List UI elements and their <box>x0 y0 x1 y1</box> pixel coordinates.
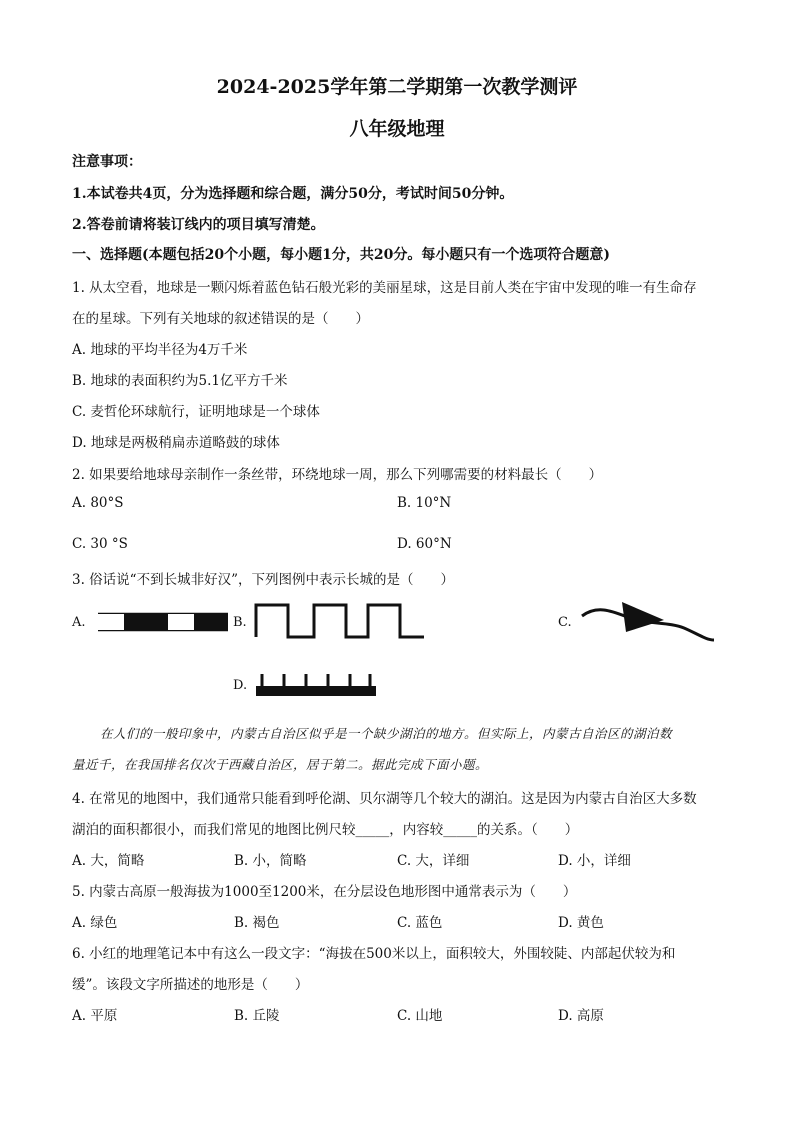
q2-stem: 2. 如果要给地球母亲制作一条丝带，环绕地球一周，那么下列哪需要的材料最长（ ） <box>72 467 603 483</box>
q4-stem-line2: 湖泊的面积都很小，而我们常见的地图比例尺较_____，内容较_____的关系。（ ） <box>72 822 579 838</box>
notes-item-2: 2.答卷前请将装订线内的项目填写清楚。 <box>72 217 325 233</box>
q5-option-d: D. 黄色 <box>558 915 604 931</box>
q3-label-b: B. <box>233 615 247 630</box>
q3-stem: 3. 俗话说“不到长城非好汉”，下列图例中表示长城的是（ ） <box>72 572 454 588</box>
q1-option-a: A. 地球的平均半径为4万千米 <box>72 342 248 358</box>
page-title: 2024-2025学年第二学期第一次教学测评 <box>216 76 578 98</box>
q5-option-a: A. 绿色 <box>72 915 118 931</box>
passage-line2: 量近千，在我国排名仅次于西藏自治区，居于第二。据此完成下面小题。 <box>72 757 489 772</box>
q2-option-d: D. 60°N <box>397 536 452 552</box>
q1-option-d: D. 地球是两极稍扁赤道略鼓的球体 <box>72 435 280 451</box>
q2-option-b: B. 10°N <box>397 495 452 511</box>
notes-heading: 注意事项： <box>72 154 142 170</box>
q6-option-b: B. 丘陵 <box>234 1008 280 1024</box>
q1-option-c: C. 麦哲伦环球航行，证明地球是一个球体 <box>72 404 320 420</box>
river-arrow-icon <box>580 600 716 646</box>
q4-option-d: D. 小，详细 <box>558 853 631 869</box>
q6-option-c: C. 山地 <box>397 1008 443 1024</box>
railway-icon <box>96 609 230 635</box>
q4-option-b: B. 小，简略 <box>234 853 307 869</box>
q6-option-a: A. 平原 <box>72 1008 118 1024</box>
q5-option-c: C. 蓝色 <box>397 915 443 931</box>
q6-stem-line1: 6. 小红的地理笔记本中有这么一段文字：“海拔在500米以上，面积较大，外围较陡、内部起伏较为和 <box>72 946 676 962</box>
q3-label-c: C. <box>558 615 572 630</box>
notes-item-1: 1.本试卷共4页，分为选择题和综合题，满分50分，考试时间50分钟。 <box>72 186 514 202</box>
section-heading: 一、选择题(本题包括20个小题，每小题1分，共20分。每小题只有一个选项符合题意) <box>72 247 610 263</box>
q1-stem-line1: 1. 从太空看，地球是一颗闪烁着蓝色钻石般光彩的美丽星球，这是目前人类在宇宙中发现的唯一有生命存 <box>72 280 697 296</box>
q4-option-c: C. 大，详细 <box>397 853 470 869</box>
q5-stem: 5. 内蒙古高原一般海拔为1000至1200米，在分层设色地形图中通常表示为（ ） <box>72 884 577 900</box>
q4-option-a: A. 大，简略 <box>72 853 145 869</box>
q6-option-d: D. 高原 <box>558 1008 604 1024</box>
q3-label-a: A. <box>72 615 86 630</box>
q4-stem-line1: 4. 在常见的地图中，我们通常只能看到呼伦湖、贝尔湖等几个较大的湖泊。这是因为内蒙古自治区大多数 <box>72 791 697 807</box>
q2-option-c: C. 30 °S <box>72 536 128 552</box>
q1-stem-line2: 在的星球。下列有关地球的叙述错误的是（ ） <box>72 311 369 327</box>
boundary-tick-icon <box>254 672 378 700</box>
q1-option-b: B. 地球的表面积约为5.1亿平方千米 <box>72 373 288 389</box>
q3-label-d: D. <box>233 678 248 693</box>
page-subtitle: 八年级地理 <box>349 118 445 140</box>
q6-stem-line2: 缓”。该段文字所描述的地形是（ ） <box>72 977 309 993</box>
q2-option-a: A. 80°S <box>72 495 124 511</box>
passage-line1: 在人们的一般印象中，内蒙古自治区似乎是一个缺少湖泊的地方。但实际上，内蒙古自治区的湖泊数 <box>100 726 673 741</box>
great-wall-icon <box>254 601 426 641</box>
q5-option-b: B. 褐色 <box>234 915 280 931</box>
